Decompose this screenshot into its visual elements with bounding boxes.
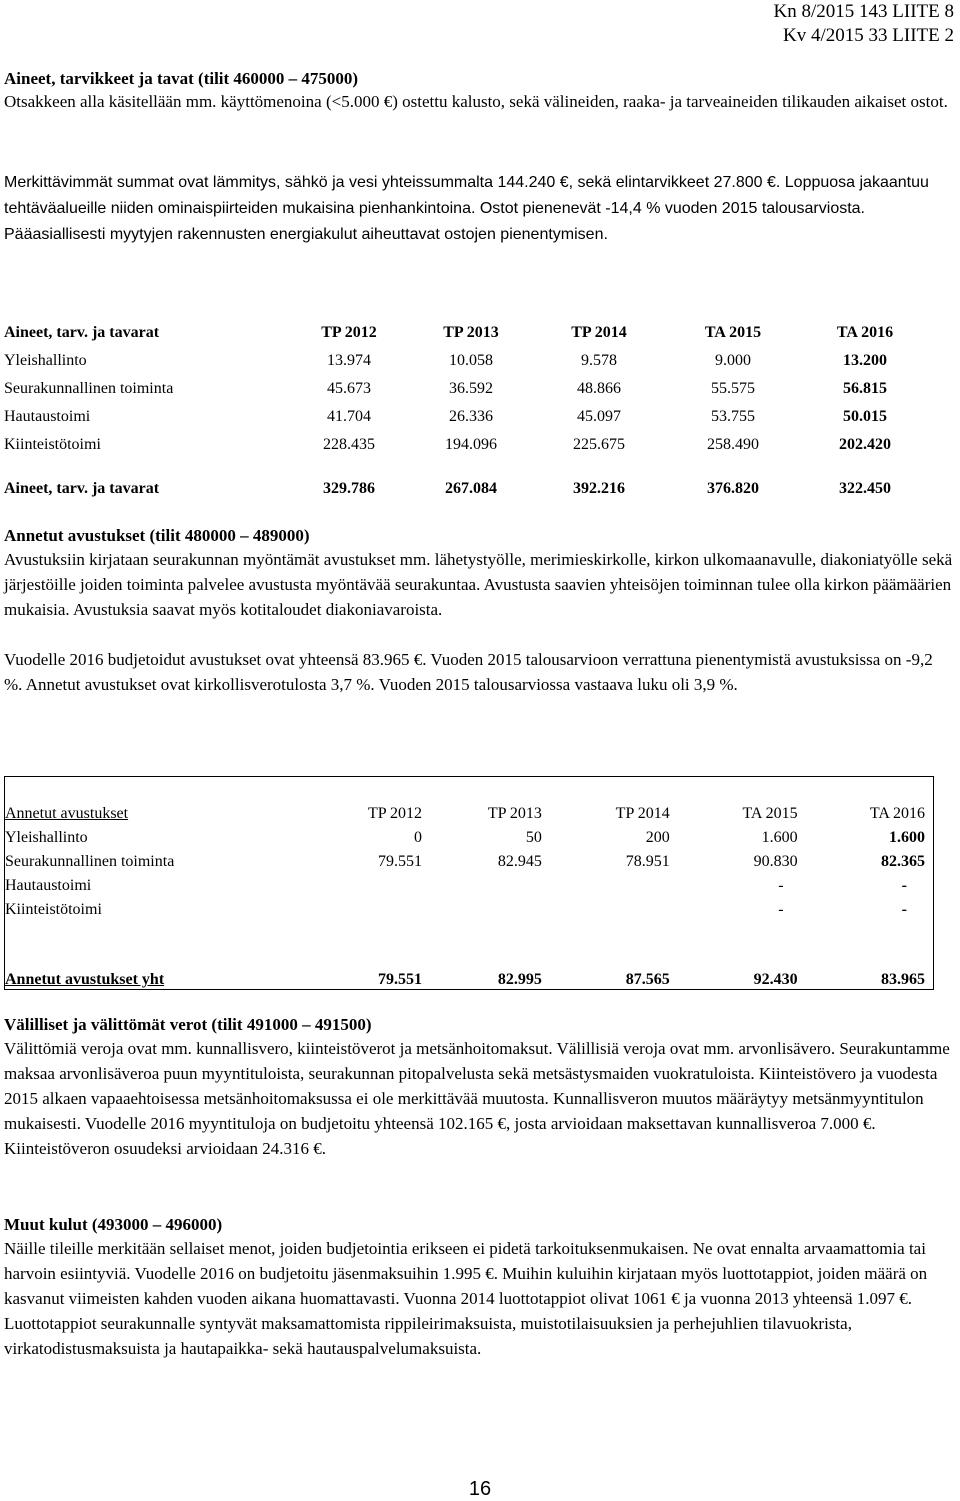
column-header: TP 2014 <box>571 324 627 341</box>
table-cell: 1.600 <box>761 828 798 846</box>
table-row <box>4 426 930 454</box>
table-cell: 225.675 <box>573 436 625 453</box>
section-taxes <box>4 1014 954 1161</box>
section-supplies <box>4 68 954 114</box>
table-cell: 48.866 <box>577 380 621 397</box>
paragraph <box>4 90 954 114</box>
section-title: Annetut avustukset (tilit 480000 – 489000) <box>4 526 310 545</box>
table-cell: - <box>778 901 784 919</box>
table-cell: 83.965 <box>881 971 925 988</box>
table-cell: 1.600 <box>889 828 925 846</box>
paragraph-text: Merkittävimmät summat ovat lämmitys, sähkö ja vesi yhteissummalta 144.240 €, sekä elintarvikkeet 27.800 €. Loppuosa jakaantuu tehtäväalueille niiden ominaispiirteiden mukaisina pienhankintoina. Ostot pienenevät -14,4 % vuoden 2015 talousarviosta. Pääasiallisesti myytyjen rakennusten energiakulut aiheuttavat ostojen pienentymisen. <box>4 174 929 243</box>
table-cell <box>550 895 678 919</box>
section-title: Muut kulut (493000 – 496000) <box>4 1215 223 1234</box>
table-cell <box>550 871 678 895</box>
table-cell: 92.430 <box>753 971 798 988</box>
table-cell: - <box>901 877 907 895</box>
page-number: 16 <box>468 1478 492 1500</box>
row-label: Seurakunnallinen toiminta <box>5 852 175 870</box>
table-cell: 56.815 <box>843 380 887 397</box>
table-row <box>4 398 930 426</box>
header-line-1: Kn 8/2015 143 LIITE 8 <box>773 1 954 22</box>
row-label: Kiinteistötoimi <box>5 901 102 919</box>
row-label: Hautaustoimi <box>4 408 91 425</box>
table-row <box>5 847 934 871</box>
table-cell: 13.974 <box>327 352 371 369</box>
table-row <box>5 871 934 895</box>
table-cell: 82.945 <box>497 852 542 870</box>
paragraph-text: Välittömiä veroja ovat mm. kunnallisvero, kiinteistöverot ja metsänhoitomaksut. Välillisiä veroja ovat mm. arvonlisävero. Seurakuntamme maksaa arvonlisäveroa puun myyntituloista, seurakunnan pitopalvelusta sekä metsästysmaiden vuokratuloista. Kiinteistövero ja vuodesta 2015 alkaen vapaaehtoisessa metsänhoitomaksussa ei ole merkittävää muutosta. Kunnallisveron muutos määräytyy metsänmyyntitulon mukaisesti. Vuodelle 2016 myyntituloja on budjetoitu yhteensä 102.165 €, josta arvioidaan maksettavan kunnallisveroa 7.000 €. Kiinteistöveron osuudeksi arvioidaan 24.316 €. <box>4 1039 950 1158</box>
table-cell: 36.592 <box>449 380 493 397</box>
table-cell: 9.000 <box>715 352 751 369</box>
table-cell: 53.755 <box>711 408 755 425</box>
table-cell: 0 <box>414 828 423 846</box>
grants-table <box>4 776 934 990</box>
table-cell: 329.786 <box>323 480 375 497</box>
table-cell: 55.575 <box>711 380 755 397</box>
table-cell: 45.673 <box>327 380 371 397</box>
column-header: TP 2013 <box>487 804 542 822</box>
column-header: TP 2012 <box>321 324 377 341</box>
table-cell: 41.704 <box>327 408 371 425</box>
section-title: Välilliset ja välittömät verot (tilit 491000 – 491500) <box>4 1015 372 1034</box>
table-cell: 10.058 <box>449 352 493 369</box>
table-cell: 50 <box>525 828 542 846</box>
table-cell: 79.551 <box>378 971 423 988</box>
table-cell: 267.084 <box>445 480 497 497</box>
table-cell: 50.015 <box>843 408 887 425</box>
paragraph-text: Avustuksiin kirjataan seurakunnan myöntämät avustukset mm. lähetystyölle, merimieskirkolle, kirkon ulkomaanavulle, diakoniatyölle sekä järjestöille joiden toiminta palvelee avustusta myöntävää seurakuntaa. Avustusta saavien yhteisöjen toiminnan tulee olla kirkon päämäärien mukaisia. Avustuksia saavat myös kotitaloudet diakoniavaroista. <box>4 550 953 619</box>
table-cell: 9.578 <box>581 352 617 369</box>
paragraph-text: Näille tileille merkitään sellaiset menot, joiden budjetointia erikseen ei pidetä tarkoituksenmukaisen. Ne ovat ennalta arvaamattomia tai harvoin esiintyviä. Vuodelle 2016 on budjetoitu jäsenmaksuihin 1.995 €. Muihin kuluihin kirjataan myös luottotappiot, joiden määrä on kasvanut viimeisten kahden vuoden aikana huomattavasti. Vuonna 2014 luottotappiot olivat 1061 € ja vuonna 2013 yhteensä 1.097 €. Luottotappiot seurakunnalle syntyvät maksamattomista rippileirimaksuista, muistotilaisuuksien ja perhejuhlien tilavuokrista, virkatodistusmaksuista ja hautapaikka- sekä hautauspalvelumaksuista. <box>4 1239 928 1358</box>
column-header: TP 2012 <box>367 804 423 822</box>
table-cell <box>430 871 550 895</box>
table-row <box>4 342 930 370</box>
table-cell: 90.830 <box>753 852 798 870</box>
column-header: TA 2016 <box>869 804 925 822</box>
table-cell: - <box>901 901 907 919</box>
table-cell: 228.435 <box>323 436 375 453</box>
paragraph <box>4 1036 954 1161</box>
table-cell: 194.096 <box>445 436 497 453</box>
document-header <box>774 0 954 48</box>
table-cell: 82.995 <box>497 971 542 988</box>
table-total-row <box>4 454 930 498</box>
table-cell: 78.951 <box>625 852 670 870</box>
table-row <box>5 823 934 847</box>
row-label: Aineet, tarv. ja tavarat <box>4 480 160 497</box>
row-label: Yleishallinto <box>4 352 87 369</box>
table-cell: 200 <box>645 828 670 846</box>
table-row <box>5 895 934 919</box>
table-row <box>4 370 930 398</box>
table-cell: 376.820 <box>707 480 759 497</box>
row-label: Yleishallinto <box>5 828 88 846</box>
column-header: Annetut avustukset <box>5 804 129 822</box>
table-cell: 13.200 <box>843 352 887 369</box>
column-header: TA 2016 <box>836 324 894 341</box>
table-cell <box>430 895 550 919</box>
section-title: Aineet, tarvikkeet ja tavat (tilit 460000 – 475000) <box>4 69 359 88</box>
row-label: Hautaustoimi <box>5 877 92 895</box>
table-cell: 87.565 <box>625 971 670 988</box>
table-cell: 392.216 <box>573 480 625 497</box>
paragraph <box>4 1236 954 1361</box>
paragraph-text: Vuodelle 2016 budjetoidut avustukset ovat yhteensä 83.965 €. Vuoden 2015 talousarvioon verrattuna pienentymistä avustuksissa on -9,2 %. Annetut avustukset ovat kirkollisverotulosta 3,7 %. Vuoden 2015 talousarviossa vastaava luku oli 3,9 %. <box>4 650 933 694</box>
section-other-costs <box>4 1214 954 1361</box>
table-total-row <box>5 919 934 989</box>
table-cell: 26.336 <box>449 408 493 425</box>
header-line-2: Kv 4/2015 33 LIITE 2 <box>783 25 954 46</box>
table-cell: 322.450 <box>839 480 891 497</box>
supplies-table <box>4 314 930 498</box>
table-cell: 45.097 <box>577 408 621 425</box>
column-header: TP 2014 <box>615 804 670 822</box>
table-cell: - <box>778 877 784 895</box>
table-cell <box>316 895 430 919</box>
row-label: Annetut avustukset yht <box>5 971 165 988</box>
paragraph <box>4 647 954 697</box>
table-header-row <box>4 314 930 342</box>
table-cell <box>316 871 430 895</box>
table-header-row <box>5 777 934 823</box>
column-header: TA 2015 <box>704 324 762 341</box>
row-label: Seurakunnallinen toiminta <box>4 380 174 397</box>
section-grants <box>4 525 954 697</box>
column-header: Aineet, tarv. ja tavarat <box>4 324 160 341</box>
column-header: TP 2013 <box>443 324 499 341</box>
table-cell: 82.365 <box>881 852 925 870</box>
table-cell: 79.551 <box>378 852 423 870</box>
column-header: TA 2015 <box>742 804 798 822</box>
paragraph-text: Otsakkeen alla käsitellään mm. käyttömenoina (<5.000 €) ostettu kalusto, sekä välineiden, raaka- ja tarveaineiden tilikauden aikaiset ostot. <box>4 92 948 111</box>
row-label: Kiinteistötoimi <box>4 436 101 453</box>
paragraph <box>4 547 954 622</box>
table-cell: 202.420 <box>839 436 891 453</box>
table-cell: 258.490 <box>707 436 759 453</box>
paragraph <box>4 170 954 248</box>
